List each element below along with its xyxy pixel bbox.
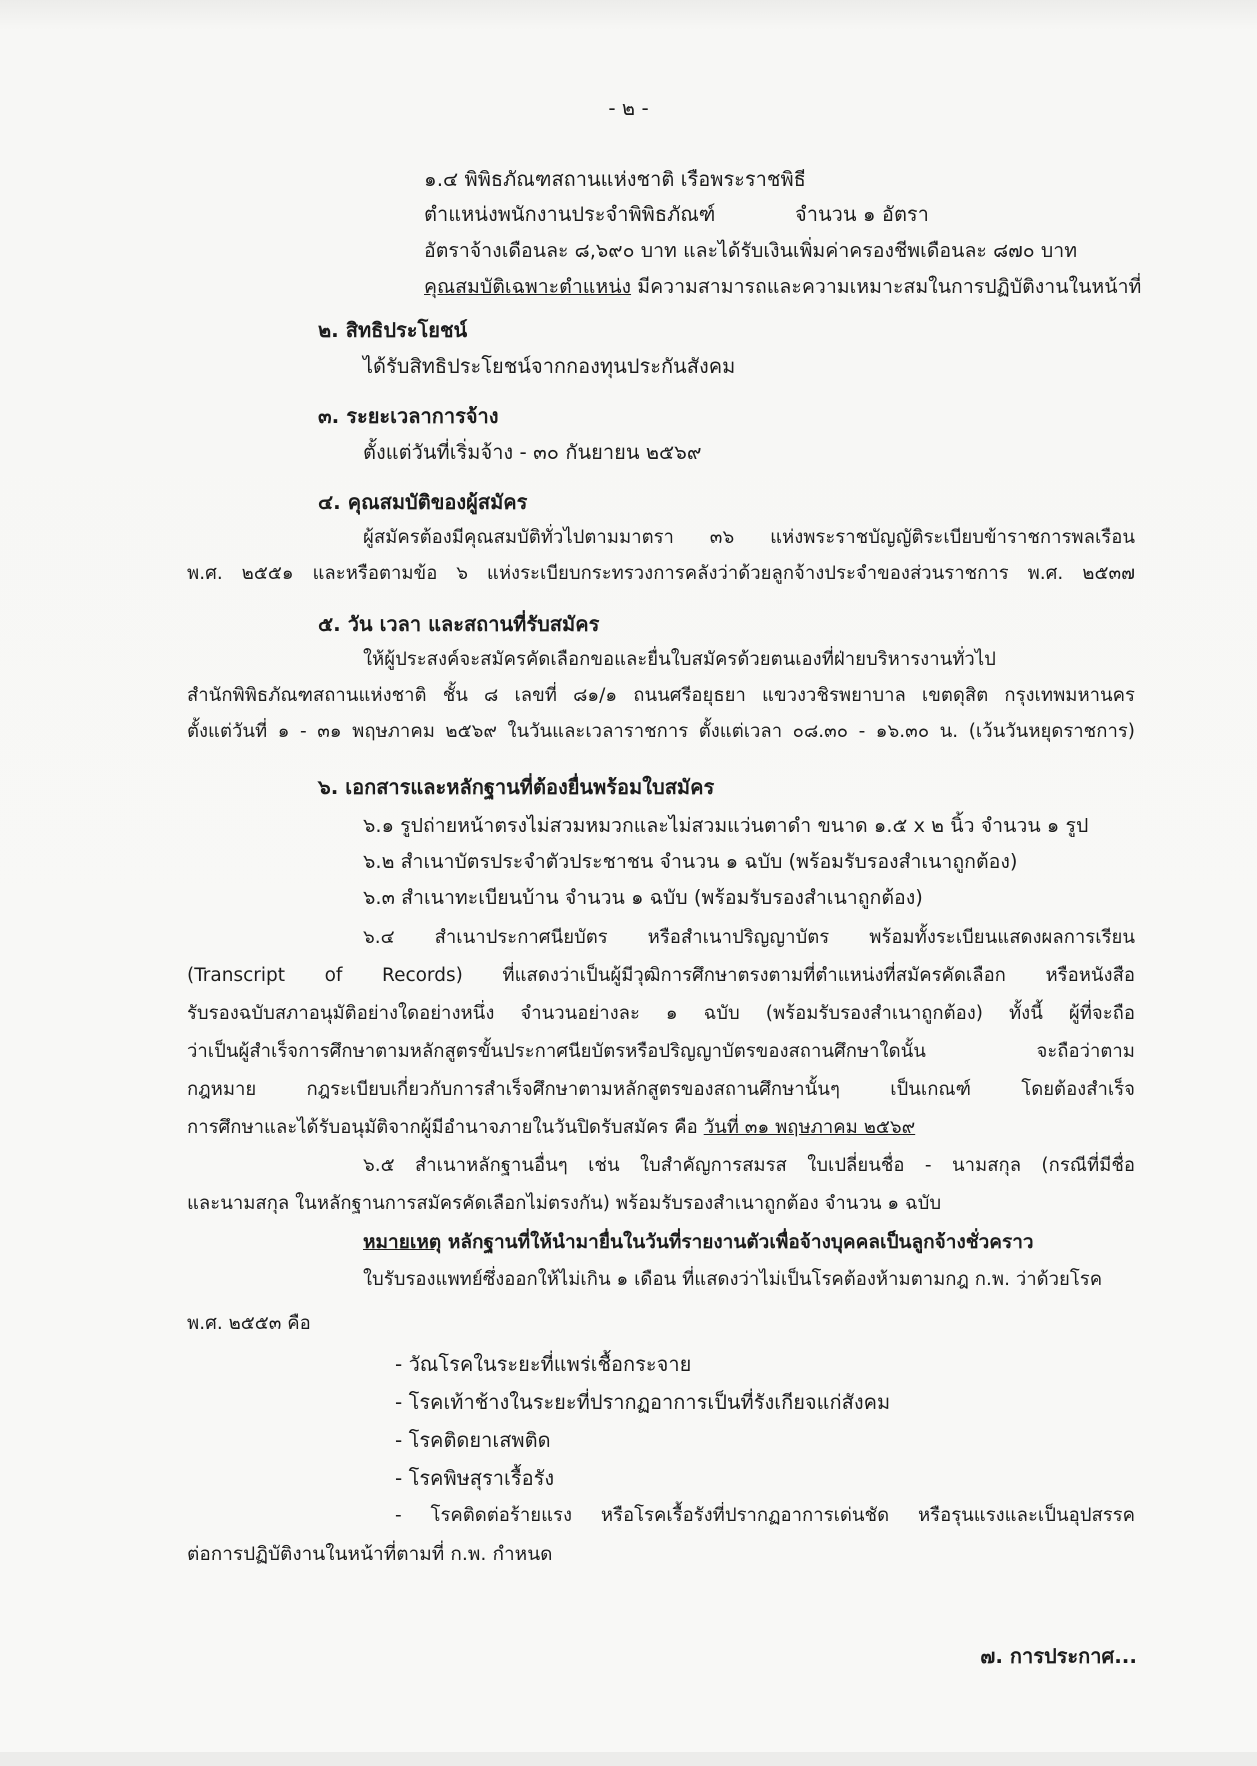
doc-item-6-4-line-2: (Transcript of Records) ที่แสดงว่าเป็นผู้มีวุฒิการศึกษาตรงตามที่ตำแหน่งที่สมัครคัดเลือก หรือหนังสือ [187, 965, 1135, 986]
section-5-line-3: ตั้งแต่วันที่ ๑ - ๓๑ พฤษภาคม ๒๕๖๙ ในวันและเวลาราชการ ตั้งแต่เวลา ๐๘.๓๐ - ๑๖.๓๐ น. (เว้นวันหยุดราชการ) [187, 721, 1135, 742]
section-5-heading: ๕. วัน เวลา และสถานที่รับสมัคร [318, 612, 600, 636]
section-5-line-2: สำนักพิพิธภัณฑสถานแห่งชาติ ชั้น ๘ เลขที่ ๘๑/๑ ถนนศรีอยุธยา แขวงวชิรพยาบาล เขตดุสิต กรุงเทพมหานคร [187, 685, 1135, 706]
section-4-line-1: ผู้สมัครต้องมีคุณสมบัติทั่วไปตามมาตรา ๓๖ แห่งพระราชบัญญัติระเบียบข้าราชการพลเรือน [363, 527, 1135, 548]
section-4-line-2: พ.ศ. ๒๕๕๑ และหรือตามข้อ ๖ แห่งระเบียบกระทรวงการคลังว่าด้วยลูกจ้างประจำของส่วนราชการ พ.ศ. ๒๕๓๗ [187, 563, 1135, 584]
doc-item-6-3: ๖.๓ สำเนาทะเบียนบ้าน จำนวน ๑ ฉบับ (พร้อมรับรองสำเนาถูกต้อง) [363, 886, 923, 909]
section-3-body: ตั้งแต่วันที่เริ่มจ้าง - ๓๐ กันยายน ๒๕๖๙ [363, 440, 702, 464]
section-2-body: ได้รับสิทธิประโยชน์จากกองทุนประกันสังคม [363, 354, 736, 378]
doc-item-6-5-line-2: และนามสกุล ในหลักฐานการสมัครคัดเลือกไม่ตรงกัน) พร้อมรับรองสำเนาถูกต้อง จำนวน ๑ ฉบับ [187, 1193, 942, 1214]
next-page-continuation: ๗. การประกาศ... [980, 1644, 1137, 1668]
disease-item-5-line-1: - โรคติดต่อร้ายแรง หรือโรคเรื้อรังที่ปรากฏอาการเด่นชัด หรือรุนแรงและเป็นอุปสรรค [395, 1505, 1135, 1526]
doc-item-6-4-line-3: รับรองฉบับสภาอนุมัติอย่างใดอย่างหนึ่ง จำนวนอย่างละ ๑ ฉบับ (พร้อมรับรองสำเนาถูกต้อง) ทั้งนี้ ผู้ที่จะถือ [187, 1003, 1135, 1024]
scan-bottom-edge [0, 1752, 1257, 1766]
medical-cert-line: ใบรับรองแพทย์ซึ่งออกให้ไม่เกิน ๑ เดือน ที่แสดงว่าไม่เป็นโรคต้องห้ามตามกฎ ก.พ. ว่าด้วยโรค [363, 1269, 1103, 1290]
medical-cert-year: พ.ศ. ๒๕๕๓ คือ [187, 1313, 311, 1334]
section-2-heading: ๒. สิทธิประโยชน์ [318, 318, 468, 342]
salary-text: อัตราจ้างเดือนละ ๘,๖๙๐ บาท และได้รับเงินเพิ่มค่าครองชีพเดือนละ ๘๗๐ บาท [424, 239, 1078, 262]
disease-item-4: - โรคพิษสุราเรื้อรัง [395, 1466, 555, 1490]
qualification-line [424, 273, 1141, 301]
section-1-4-title: ๑.๔ พิพิธภัณฑสถานแห่งชาติ เรือพระราชพิธี [424, 167, 806, 191]
section-4-heading: ๔. คุณสมบัติของผู้สมัคร [318, 490, 528, 514]
qualification-text: มีความสามารถและความเหมาะสมในการปฏิบัติงานในหน้าที่ [631, 275, 1142, 298]
qualification-label: คุณสมบัติเฉพาะตำแหน่ง [424, 275, 632, 298]
doc-item-6-2: ๖.๒ สำเนาบัตรประจำตัวประชาชน จำนวน ๑ ฉบับ (พร้อมรับรองสำเนาถูกต้อง) [363, 850, 1018, 873]
doc-item-6-5-line-1: ๖.๕ สำเนาหลักฐานอื่นๆ เช่น ใบสำคัญการสมรส ใบเปลี่ยนชื่อ - นามสกุล (กรณีที่มีชื่อ [363, 1155, 1135, 1176]
position-label: ตำแหน่งพนักงานประจำพิพิธภัณฑ์ [424, 202, 716, 226]
note-text: หลักฐานที่ให้นำมายื่นในวันที่รายงานตัวเพื่อจ้างบุคคลเป็นลูกจ้างชั่วคราว [441, 1231, 1034, 1253]
disease-item-3: - โรคติดยาเสพติด [395, 1428, 551, 1452]
disease-item-2: - โรคเท้าช้างในระยะที่ปรากฏอาการเป็นที่รังเกียจแก่สังคม [395, 1390, 891, 1414]
doc-item-6-4-line-5: กฎหมาย กฎระเบียบเกี่ยวกับการสำเร็จศึกษาตามหลักสูตรของสถานศึกษานั้นๆ เป็นเกณฑ์ โดยต้องสำเร็จ [187, 1079, 1135, 1100]
section-6-heading: ๖. เอกสารและหลักฐานที่ต้องยื่นพร้อมใบสมัคร [318, 775, 715, 799]
doc-item-6-4-line-6 [187, 1114, 915, 1142]
section-3-heading: ๓. ระยะเวลาการจ้าง [318, 404, 499, 428]
closing-date-intro: การศึกษาและได้รับอนุมัติจากผู้มีอำนาจภายในวันปิดรับสมัคร คือ [187, 1117, 704, 1138]
disease-item-1: - วัณโรคในระยะที่แพร่เชื้อกระจาย [395, 1352, 692, 1376]
section-5-line-1: ให้ผู้ประสงค์จะสมัครคัดเลือกขอและยื่นใบสมัครด้วยตนเองที่ฝ่ายบริหารงานทั่วไป [363, 649, 996, 670]
note-label: หมายเหตุ [363, 1231, 442, 1253]
doc-item-6-4-line-4: ว่าเป็นผู้สำเร็จการศึกษาตามหลักสูตรขั้นประกาศนียบัตรหรือปริญญาบัตรของสถานศึกษาใดนั้น จะถือว่าตาม [187, 1041, 1135, 1062]
page-number: - ๒ - [608, 96, 649, 120]
position-count: จำนวน ๑ อัตรา [795, 202, 929, 226]
doc-item-6-4-line-1: ๖.๔ สำเนาประกาศนียบัตร หรือสำเนาปริญญาบัตร พร้อมทั้งระเบียนแสดงผลการเรียน [363, 927, 1135, 948]
disease-item-5-line-2: ต่อการปฏิบัติงานในหน้าที่ตามที่ ก.พ. กำหนด [187, 1543, 553, 1565]
closing-date: วันที่ ๓๑ พฤษภาคม ๒๕๖๙ [703, 1117, 916, 1138]
doc-item-6-1: ๖.๑ รูปถ่ายหน้าตรงไม่สวมหมวกและไม่สวมแว่นตาดำ ขนาด ๑.๕ x ๒ นิ้ว จำนวน ๑ รูป [363, 814, 1089, 837]
note-line [363, 1228, 1034, 1256]
